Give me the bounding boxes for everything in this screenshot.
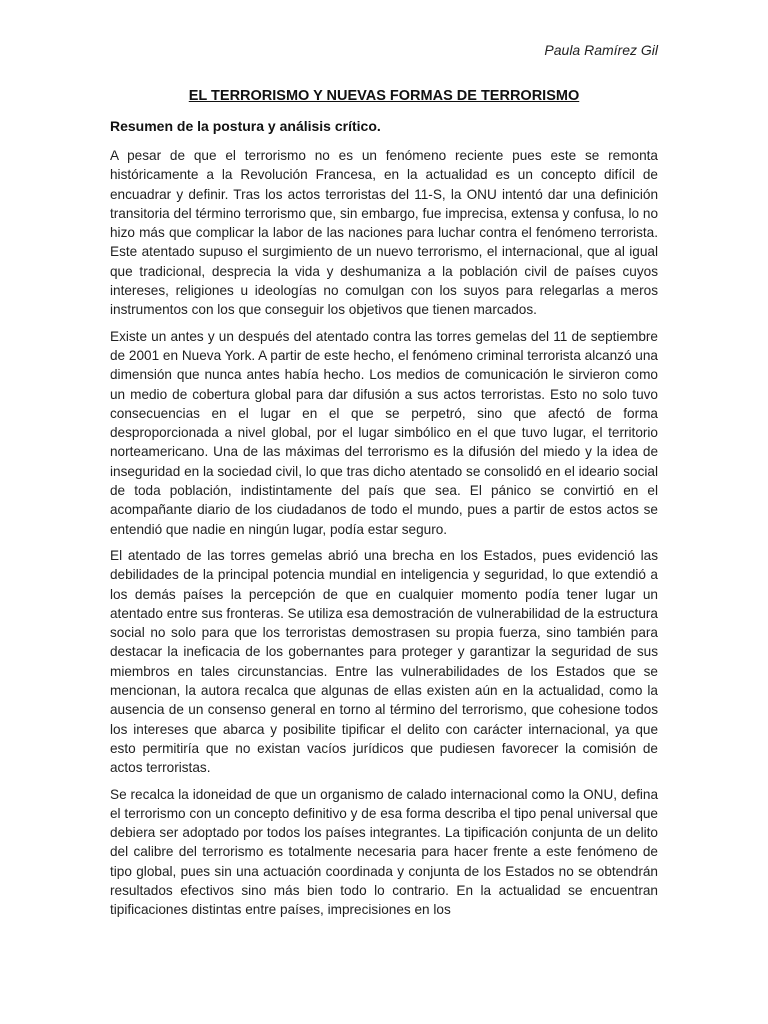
paragraph: Existe un antes y un después del atentado contra las torres gemelas del 11 de septiembre de 2001 en Nueva York. A partir de este hecho, el fenómeno criminal terrorista alcanzó una dimensión que nunca antes había hecho. Los medios de comunicación le sirvieron como un medio de cobertura global para dar difusión a sus actos terroristas. Esto no solo tuvo consecuencias en el lugar en el que se perpetró, sino que afectó de forma desproporcionada a nivel global, por el lugar simbólico en el que tuvo lugar, el territorio norteamericano. Una de las máximas del terrorismo es la difusión del miedo y la idea de inseguridad en la sociedad civil, lo que tras dicho atentado se consolidó en el ideario social de toda población, indistintamente del país que sea. El pánico se convirtió en el acompañante diario de los ciudadanos de todo el mundo, pues a partir de estos actos se entendió que nadie en ningún lugar, podía estar seguro. — [110, 328, 658, 537]
section-subtitle: Resumen de la postura y análisis crítico. — [110, 118, 381, 134]
paragraph: El atentado de las torres gemelas abrió una brecha en los Estados, pues evidenció las debilidades de la principal potencia mundial en inteligencia y seguridad, lo que extendió a los demás países la percepción de que en cualquier momento podía tener lugar un atentado entre sus fronteras. Se utiliza esa demostración de vulnerabilidad de la estructura social no solo para que los terroristas demostrasen su propia fuerza, sino también para destacar la ineficacia de los gobernantes para proteger y garantizar la seguridad de sus miembros en tales circunstancias. Entre las vulnerabilidades de los Estados que se mencionan, la autora recalca que algunas de ellas existen aún en la actualidad, como la ausencia de un consenso general en torno al término del terrorismo, que cohesione todos los intereses que abarca y posibilite tipificar el delito con carácter internacional, ya que esto permitiría que no existan vacíos jurídicos que pudiesen favorecer la comisión de actos terroristas. — [110, 547, 658, 776]
paragraph: Se recalca la idoneidad de que un organismo de calado internacional como la ONU, defina el terrorismo con un concepto definitivo y de esa forma describa el tipo penal universal que debiera ser adoptado por todos los países integrantes. La tipificación conjunta de un delito del calibre del terrorismo es totalmente necesaria para hacer frente a este fenómeno de tipo global, pues sin una actuación coordinada y conjunta de los Estados no se obtendrán resultados efectivos sino más bien todo lo contrario. En la actualidad se encuentran tipificaciones distintas entre países, imprecisiones en los — [110, 786, 658, 918]
paragraph: A pesar de que el terrorismo no es un fenómeno reciente pues este se remonta históricamente a la Revolución Francesa, en la actualidad es un concepto difícil de encuadrar y definir. Tras los actos terroristas del 11-S, la ONU intentó dar una definición transitoria del término terrorismo que, sin embargo, fue imprecisa, extensa y confusa, lo no hizo más que complicar la labor de las naciones para luchar contra el fenómeno terrorista. Este atentado supuso el surgimiento de un nuevo terrorismo, el internacional, que al igual que tradicional, desprecia la vida y deshumaniza a la población civil de países cuyos intereses, religiones u ideologías no comulgan con los suyos para relegarlas a meros instrumentos con los que conseguir los objetivos que tienen marcados. — [110, 148, 658, 318]
document-title: EL TERRORISMO Y NUEVAS FORMAS DE TERRORISMO — [188, 88, 580, 104]
author-name: Paula Ramírez Gil — [544, 42, 658, 58]
document-body — [110, 146, 658, 927]
